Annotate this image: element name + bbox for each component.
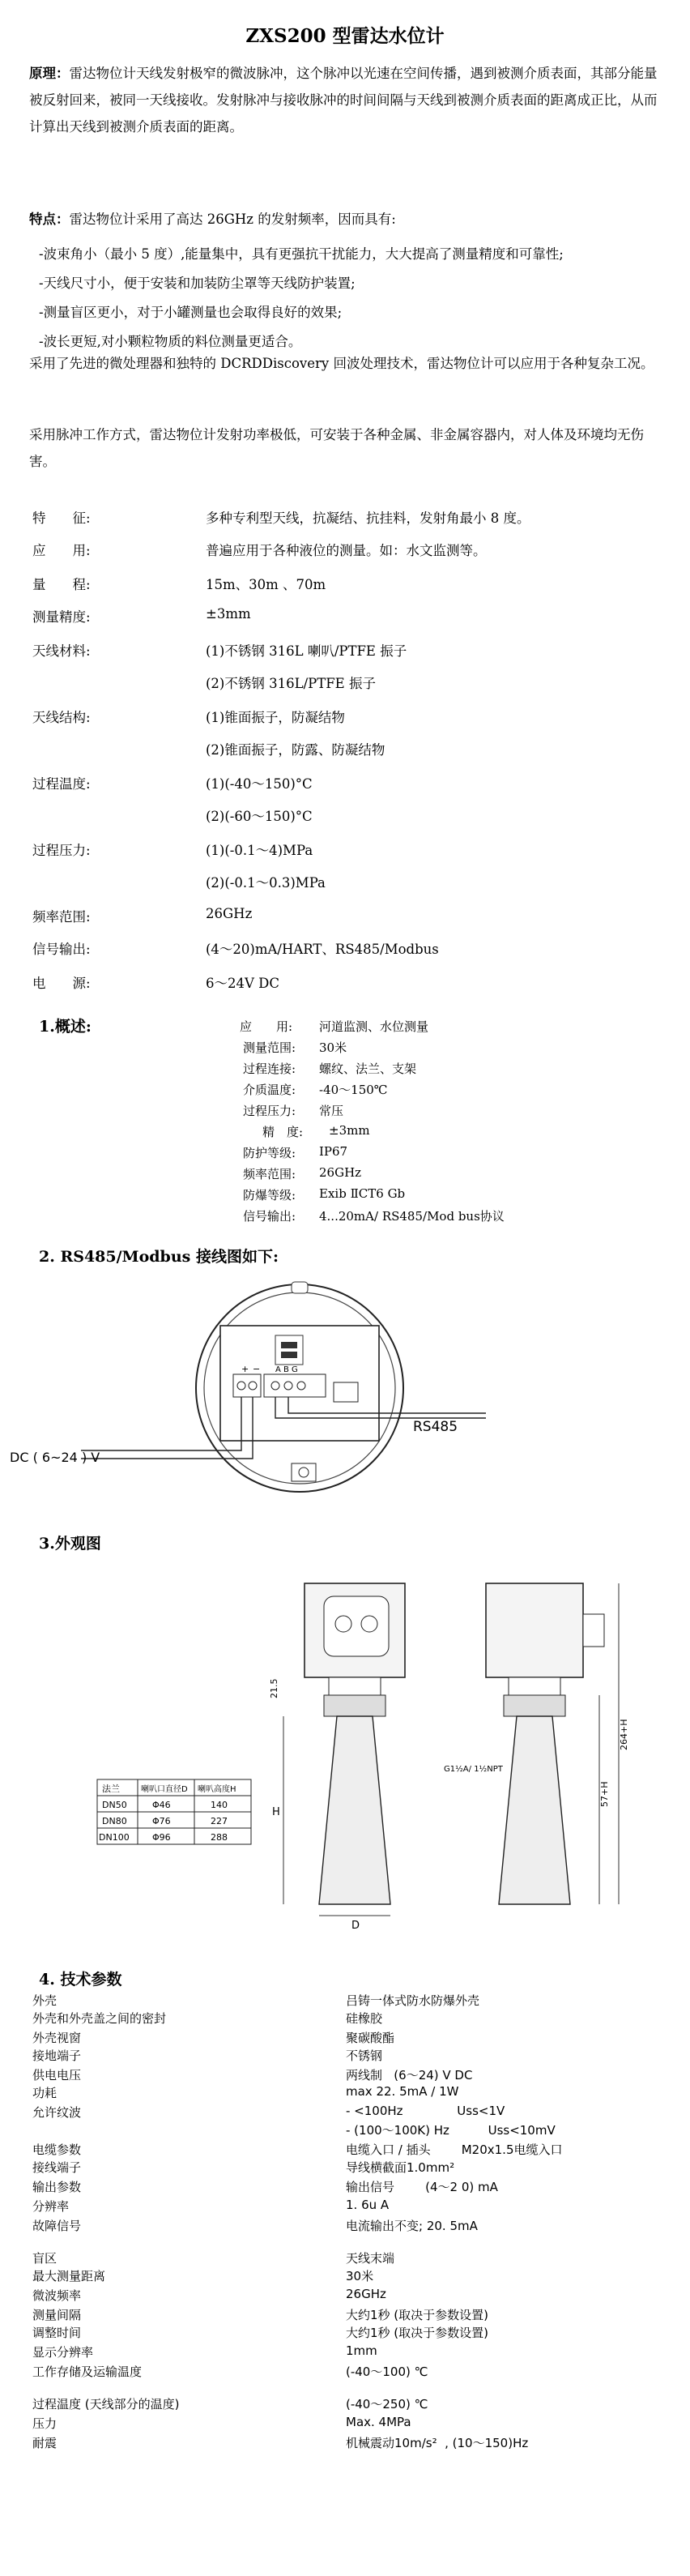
overview-value: 河道监测、水位测量 — [319, 1019, 429, 1034]
front-knob — [335, 1616, 351, 1632]
tech-param-value: 26GHz — [346, 2287, 386, 2301]
ground-terminal — [292, 1463, 316, 1481]
spec-value: (1)(-0.1～4)MPa — [206, 843, 313, 858]
overview-label: 测量范围: — [243, 1040, 296, 1055]
overview-label: 介质温度: — [243, 1083, 296, 1097]
tech-param-value: 大约1秒 (取决于参数设置) — [346, 2326, 489, 2340]
overview-value: 4...20mA/ RS485/Mod bus协议 — [319, 1209, 505, 1224]
tech-param-value: - <100Hz Uss<1V — [346, 2104, 505, 2118]
spec-value: 普遍应用于各种液位的测量。如：水文监测等。 — [206, 543, 487, 558]
tech-param-label: 外壳视窗 — [32, 2031, 82, 2045]
feature-bullet: -波长更短,对小颗粒物质的料位测量更适合。 — [39, 334, 302, 349]
feature-bullet: -测量盲区更小，对于小罐测量也会取得良好的效果; — [39, 305, 343, 320]
tech-param-value: 1. 6u A — [346, 2198, 390, 2212]
table-cell: Φ46 — [152, 1800, 171, 1810]
table-cell: 227 — [211, 1816, 228, 1826]
tech-param-label: 微波频率 — [32, 2288, 82, 2303]
spec-value: (4～20)mA/HART、RS485/Modbus — [206, 942, 439, 957]
overview-label: 精 度: — [262, 1125, 304, 1139]
overview-value: Exib ⅡCT6 Gb — [319, 1186, 406, 1201]
features-intro — [29, 206, 661, 233]
tech-param-value: (-40～250) ℃ — [346, 2397, 428, 2412]
side-cable-gland — [583, 1614, 604, 1647]
table-cell: DN100 — [99, 1832, 130, 1843]
spec-label: 频率范围: — [32, 909, 91, 925]
front-view — [269, 1583, 405, 1932]
spec-label: 特 征: — [32, 511, 91, 526]
dc-wire-plus — [81, 1397, 241, 1450]
tech-param-value: 电流输出不变; 20. 5mA — [346, 2219, 478, 2233]
tech-param-label: 分辨率 — [32, 2199, 70, 2214]
page-title: ZXS200 型雷达水位计 — [245, 25, 445, 47]
table-header: 法兰 — [102, 1784, 120, 1794]
overview-value: ±3mm — [329, 1123, 370, 1138]
spec-label: 信号输出: — [32, 942, 91, 957]
spec-label: 测量精度: — [32, 609, 91, 625]
tech-param-value: 两线制 (6～24) V DC — [346, 2068, 473, 2083]
tech-param-label: 过程温度 (天线部分的温度) — [32, 2397, 180, 2412]
dim-264-label: 264+H — [619, 1719, 629, 1750]
overview-label: 过程连接: — [243, 1062, 296, 1076]
tech-param-label: 允许纹波 — [32, 2105, 82, 2120]
overview-value: 30米 — [319, 1040, 347, 1055]
appearance-heading: 3.外观图 — [39, 1535, 101, 1553]
tech-param-value: (-40～100) ℃ — [346, 2365, 428, 2379]
dc-label: DC ( 6~24 ) V — [10, 1450, 100, 1465]
front-horn — [319, 1716, 390, 1904]
tech-param-label: 耐震 — [32, 2436, 58, 2450]
rs485-label: RS485 — [413, 1419, 458, 1435]
spec-value: 6～24V DC — [206, 976, 280, 991]
thread-label: G1½A/ 1½NPT — [444, 1765, 503, 1774]
dim-57-label: 57+H — [599, 1781, 610, 1807]
spec-label: 天线材料: — [32, 643, 91, 659]
principle-text: 雷达物位计天线发射极窄的微波脉冲，这个脉冲以光速在空间传播，遇到被测介质表面，其部分能量被反射回来，被同一天线接收。发射脉冲与接收脉冲的时间间隔与天线到被测介质表面的距离成正比，从而计算出天线到被测介质表面的距离。 — [29, 66, 658, 135]
switch-block — [334, 1382, 358, 1402]
table-cell: Φ96 — [152, 1832, 171, 1843]
tech-param-label: 接地端子 — [32, 2048, 82, 2063]
tech-param-label: 最大测量距离 — [32, 2269, 106, 2283]
spec-label: 应 用: — [32, 543, 91, 558]
connector-pin — [281, 1352, 297, 1358]
table-cell: 140 — [211, 1800, 228, 1810]
front-window — [324, 1596, 389, 1656]
tech-param-label: 外壳 — [32, 1993, 58, 2008]
dim-h-label: H — [272, 1806, 280, 1818]
table-cell: Φ76 — [152, 1816, 171, 1826]
tech-param-value: 1mm — [346, 2343, 377, 2358]
tech-param-value: 聚碳酸酯 — [346, 2031, 395, 2045]
tech-param-value: 大约1秒 (取决于参数设置) — [346, 2308, 489, 2322]
overview-label: 防护等级: — [243, 1146, 296, 1160]
spec-value: (2)不锈钢 316L/PTFE 振子 — [206, 676, 376, 691]
tech-param-label: 输出参数 — [32, 2180, 82, 2194]
table-header: 喇叭高度H — [198, 1785, 236, 1794]
tech-param-label: 供电电压 — [32, 2068, 82, 2083]
housing-screw — [292, 1282, 308, 1293]
tech-param-value: 天线末端 — [346, 2251, 395, 2266]
terminal-minus-label: − — [253, 1364, 261, 1374]
spec-value: 15m、30m 、70m — [206, 577, 326, 592]
tech-param-value: 30米 — [346, 2269, 374, 2283]
tech-param-label: 外壳和外壳盖之间的密封 — [32, 2011, 167, 2026]
overview-label: 过程压力: — [243, 1104, 296, 1118]
tech-param-label: 测量间隔 — [32, 2308, 82, 2322]
tech-param-label: 压力 — [32, 2416, 58, 2431]
tech-param-value: - (100～100K) Hz Uss<10mV — [346, 2123, 556, 2138]
spec-value: (2)锥面振子，防露、防凝结物 — [206, 742, 385, 758]
terminal-block-rs485 — [264, 1374, 326, 1397]
tech-param-label: 工作存储及运输温度 — [32, 2365, 143, 2379]
table-cell: DN80 — [102, 1816, 127, 1826]
tech-param-label: 电缆参数 — [32, 2142, 82, 2157]
dim-21-label: 21.5 — [269, 1678, 279, 1698]
tech-param-label: 显示分辨率 — [32, 2345, 94, 2360]
side-housing — [486, 1583, 583, 1677]
overview-label: 防爆等级: — [243, 1188, 296, 1203]
spec-label: 过程压力: — [32, 843, 91, 858]
overview-heading: 1.概述: — [39, 1018, 92, 1036]
terminal-ab-label: A B G — [275, 1365, 298, 1374]
tech-param-label: 接线端子 — [32, 2160, 82, 2175]
front-thread — [324, 1695, 385, 1716]
side-horn — [499, 1716, 570, 1904]
tech-param-value: 导线横截面1.0mm² — [346, 2160, 455, 2175]
overview-label: 频率范围: — [243, 1167, 296, 1181]
feature-bullet: -天线尺寸小，便于安装和加装防尘罩等天线防护装置; — [39, 276, 356, 291]
tech-heading: 4. 技术参数 — [39, 1971, 122, 1989]
spec-label: 过程温度: — [32, 776, 91, 792]
side-neck — [509, 1677, 560, 1695]
wiring-diagram — [10, 1279, 535, 1497]
spec-value: (2)(-0.1～0.3)MPa — [206, 875, 326, 891]
tech-param-label: 盲区 — [32, 2251, 58, 2266]
tech-param-label: 调整时间 — [32, 2326, 82, 2340]
feature-bullet: -波束角小（最小 5 度）,能量集中，具有更强抗干扰能力，大大提高了测量精度和可靠性; — [39, 246, 564, 262]
principle-label: 原理： — [29, 66, 70, 81]
front-knob — [361, 1616, 377, 1632]
principle-paragraph — [29, 60, 661, 140]
side-view — [444, 1583, 629, 1904]
side-thread — [504, 1695, 565, 1716]
overview-value: 常压 — [319, 1104, 344, 1118]
spec-label: 电 源: — [32, 976, 91, 991]
tech-param-label: 功耗 — [32, 2086, 58, 2100]
spec-value: 26GHz — [206, 906, 253, 921]
spec-value: (1)(-40～150)°C — [206, 776, 313, 792]
features-intro-text: 雷达物位计采用了高达 26GHz 的发射频率，因而具有: — [69, 211, 396, 227]
tech-param-value: 硅橡胶 — [346, 2011, 383, 2026]
tech-param-value: 机械震动10m/s² , (10～150)Hz — [346, 2436, 529, 2450]
front-neck — [329, 1677, 381, 1695]
tech-param-value: Max. 4MPa — [346, 2415, 411, 2429]
connector-pin — [281, 1342, 297, 1348]
spec-value: (1)不锈钢 316L 喇叭/PTFE 振子 — [206, 643, 407, 659]
features-extra-2: 采用脉冲工作方式，雷达物位计发射功率极低，可安装于各种金属、非金属容器内，对人体及环境均无伤害。 — [29, 427, 644, 469]
spec-value: (1)锥面振子，防凝结物 — [206, 710, 345, 725]
features-extra-1: 采用了先进的微处理器和独特的 DCRDDiscovery 回波处理技术，雷达物位计可以应用于各种复杂工况。 — [29, 356, 654, 371]
table-cell: DN50 — [102, 1800, 127, 1810]
terminal-plus-label: + — [241, 1364, 249, 1374]
table-header: 喇叭口直径D — [141, 1785, 188, 1794]
flange-dimension-table — [97, 1779, 251, 1844]
spec-value: 多种专利型天线，抗凝结、抗挂料，发射角最小 8 度。 — [206, 511, 530, 526]
tech-param-value: 吕铸一体式防水防爆外壳 — [346, 1993, 480, 2008]
features-label: 特点： — [29, 211, 70, 227]
tech-param-label: 故障信号 — [32, 2219, 82, 2233]
tech-param-value: 输出信号 (4～2 0) mA — [346, 2180, 498, 2194]
dim-d-label: D — [351, 1920, 360, 1932]
overview-value: 螺纹、法兰、支架 — [319, 1062, 417, 1076]
tech-param-value: 电缆入口 / 插头 M20x1.5电缆入口 — [346, 2142, 563, 2157]
overview-value: 26GHz — [319, 1165, 362, 1180]
spec-value: ±3mm — [206, 606, 251, 622]
spec-label: 量 程: — [32, 577, 91, 592]
spec-label: 天线结构: — [32, 710, 91, 725]
tech-param-value: max 22. 5mA / 1W — [346, 2084, 459, 2099]
overview-label: 应 用: — [240, 1019, 293, 1034]
display-connector — [275, 1335, 303, 1365]
spec-value: (2)(-60～150)°C — [206, 809, 313, 824]
overview-value: IP67 — [319, 1144, 348, 1159]
overview-label: 信号输出: — [243, 1209, 296, 1224]
overview-value: -40～150℃ — [319, 1083, 388, 1097]
wiring-heading: 2. RS485/Modbus 接线图如下: — [39, 1248, 279, 1266]
tech-param-value: 不锈钢 — [346, 2048, 383, 2063]
appearance-drawing — [81, 1572, 664, 1937]
table-cell: 288 — [211, 1832, 228, 1843]
